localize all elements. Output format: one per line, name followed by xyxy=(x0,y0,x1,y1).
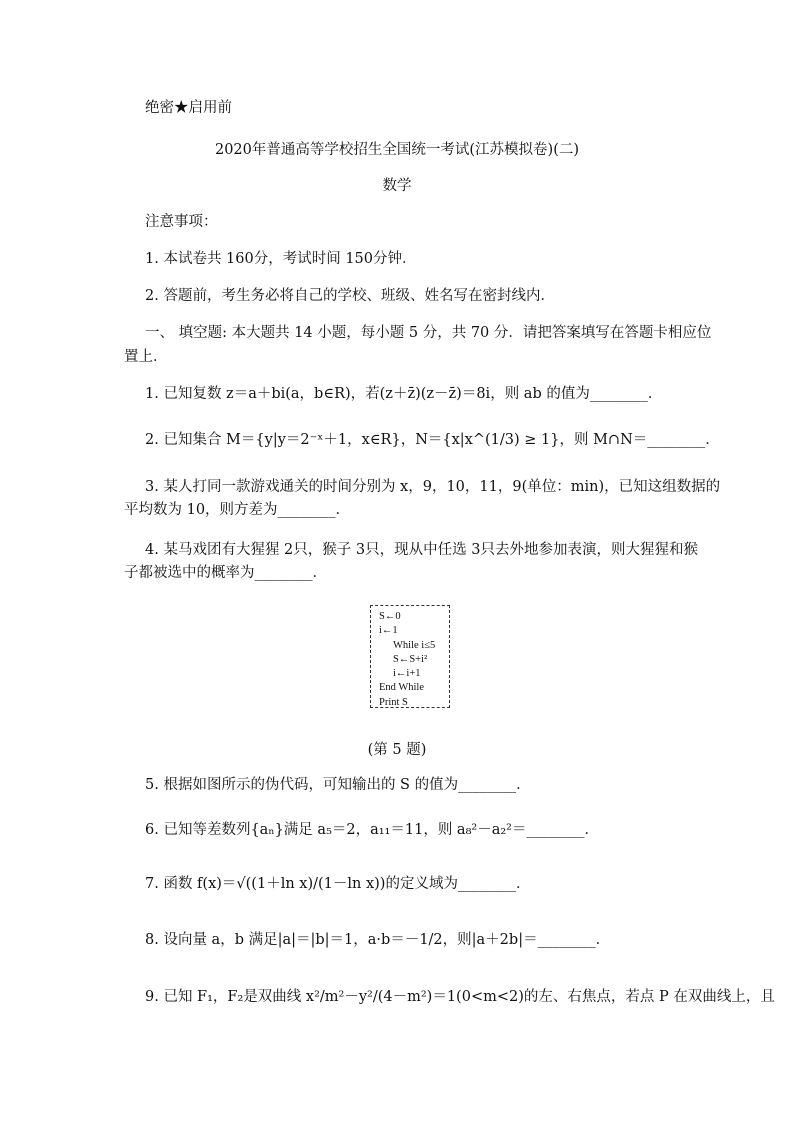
subject-title: 数学 xyxy=(382,178,412,194)
pseudocode-line: End While xyxy=(379,682,425,694)
figure-caption: (第 5 题) xyxy=(367,742,427,758)
note-item-1: 1. 本试卷共 160分，考试时间 150分钟． xyxy=(145,251,417,267)
question-3-line2: 平均数为 10，则方差为________． xyxy=(124,502,351,518)
question-6: 6. 已知等差数列{aₙ}满足 a₅＝2，a₁₁＝11，则 a₈²－a₂²＝________． xyxy=(145,822,599,838)
note-item-2: 2. 答题前，考生务必将自己的学校、班级、姓名写在密封线内． xyxy=(145,288,555,304)
question-1: 1. 已知复数 z＝a＋bi(a，b∈R)，若(z＋z̄)(z－z̄)＝8i，则 ab 的值为________． xyxy=(145,386,663,402)
pseudocode-line: S←0 xyxy=(379,611,401,622)
notes-heading: 注意事项： xyxy=(145,214,218,230)
exam-title: 2020年普通高等学校招生全国统一考试(江苏模拟卷)(二) xyxy=(214,142,580,158)
question-3-line1: 3. 某人打同一款游戏通关的时间分别为 x，9，10，11，9(单位：min)，已知这组数据的 xyxy=(145,479,721,495)
pseudocode-box xyxy=(370,605,450,708)
question-4-line2: 子都被选中的概率为________． xyxy=(124,565,327,581)
question-8: 8. 设向量 a，b 满足|a|＝|b|＝1，a·b＝－1/2，则|a＋2b|＝________． xyxy=(145,932,611,948)
pseudocode-line: Print S xyxy=(379,696,408,708)
pseudocode-line: i←1 xyxy=(379,625,398,637)
question-5: 5. 根据如图所示的伪代码，可知输出的 S 的值为________． xyxy=(145,777,531,793)
secret-label: 绝密★启用前 xyxy=(145,100,232,116)
question-4-line1: 4. 某马戏团有大猩猩 2只，猴子 3只，现从中任选 3只去外地参加表演，则大猩猩和猴 xyxy=(145,542,698,558)
question-9: 9. 已知 F₁，F₂是双曲线 x²/m²－y²/(4－m²)＝1(0<m<2)的左、右焦点，若点 P 在双曲线上，且 xyxy=(145,989,775,1005)
pseudocode-line: i←i+1 xyxy=(393,668,421,680)
question-7: 7. 函数 f(x)＝√((1＋ln x)/(1－ln x))的定义域为________． xyxy=(145,876,531,892)
pseudocode-line: S←S+i² xyxy=(393,653,428,665)
pseudocode-line: While i≤5 xyxy=(393,639,436,651)
section-heading-line2: 置上． xyxy=(124,349,168,365)
question-2: 2. 已知集合 M＝{y|y＝2⁻ˣ＋1，x∈R}，N＝{x|x^(1/3) ≥ 1}，则 M∩N＝________． xyxy=(145,432,720,448)
section-heading-line1: 一、 填空题: 本大题共 14 小题，每小题 5 分，共 70 分．请把答案填写在答题卡相应位 xyxy=(145,325,712,341)
